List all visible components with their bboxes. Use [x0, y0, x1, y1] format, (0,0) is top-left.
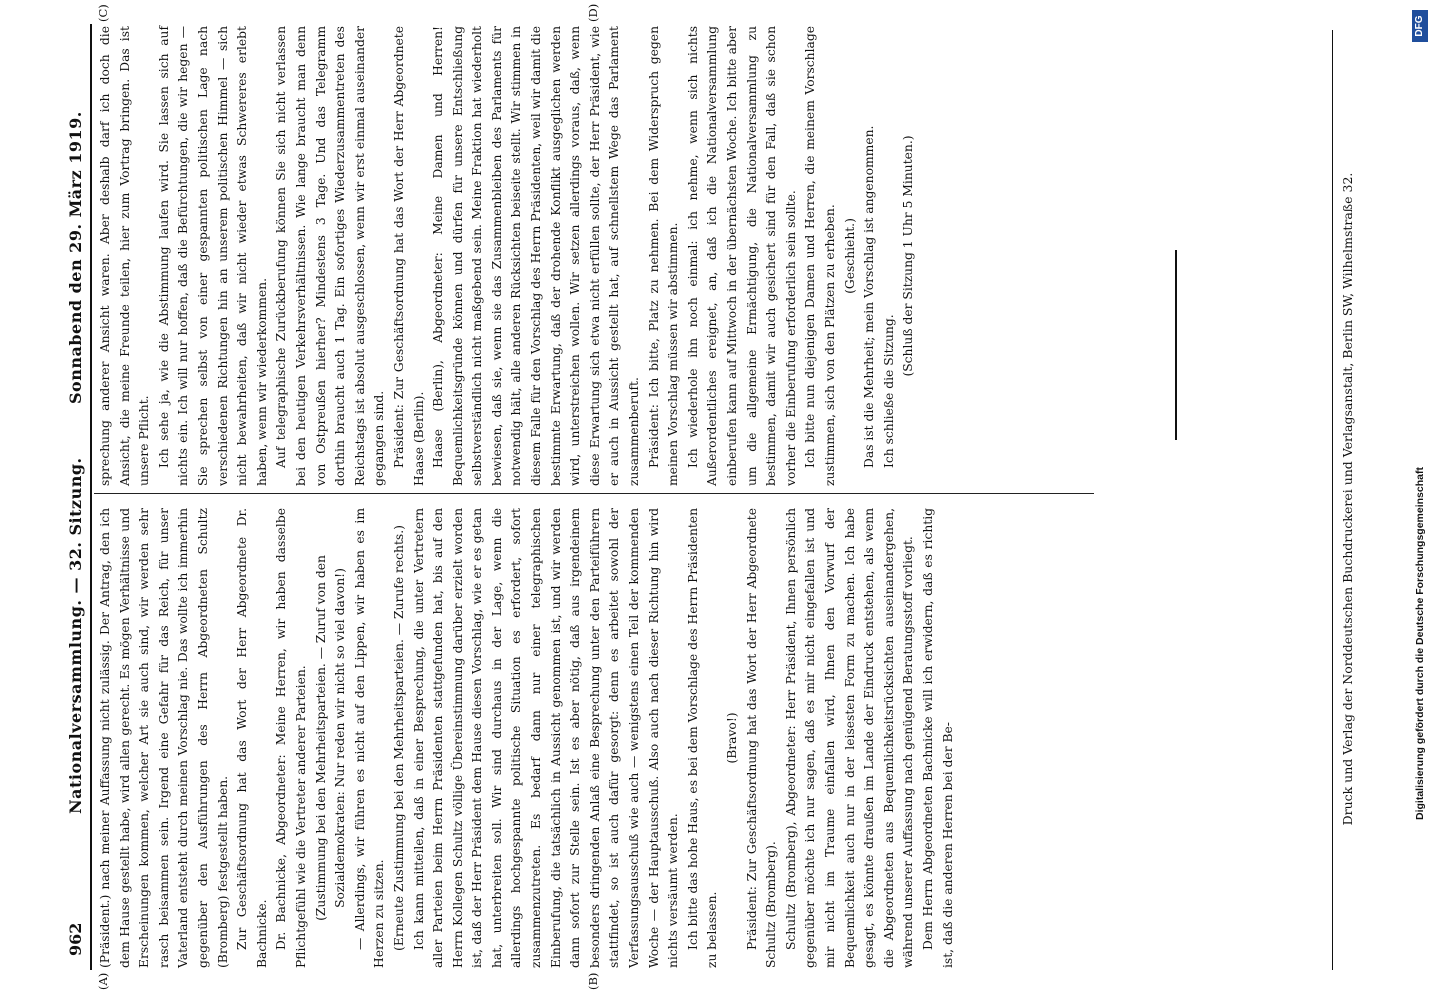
paragraph: Dr. Bachnicke, Abgeordneter: Meine Herren, wir haben dasselbe Pflichtgefühl wie die Vertreter anderer Parteien.: [274, 508, 308, 968]
page-header: [66, 29, 92, 964]
interjection: (Erneute Zustimmung bei den Mehrheitsparteien. — Zurufe rechts.): [391, 525, 406, 951]
speaker-paragraph: Schultz (Bromberg), Abgeordneter: Herr Präsident, Ihnen persönlich gegenüber möchte ich nur sagen, daß es mir nicht eingefallen ist und mir nicht im Traume einfallen wird, Ihnen den Vorwurf der Bequemlichkeit auch nur in der leisesten Form zu machen. Ich habe gesagt, es könnte draußen im Lande der Eindruck entstehen, als wenn die Abgeordneten aus Bequemlichkeitsrücksichten auseinandergehen, während unserer Auffassung nach genügend Beratungsstoff vorliegt.: [783, 508, 916, 968]
paragraph: Dem Herrn Abgeordneten Bachnicke will ich erwidern, daß es richtig ist, daß die anderen Herren bei der Be-: [920, 508, 955, 968]
header-title-right: Sonnabend den 29. März 1919.: [66, 111, 85, 404]
margin-letter-d: (D): [586, 3, 600, 22]
paragraph: Das ist die Mehrheit; mein Vorschlag ist angenommen.: [862, 125, 877, 468]
interjection: (Zustimmung bei den Mehrheitsparteien. — Zuruf von den Sozialdemokraten: Nur reden wir nicht so viel davon!): [313, 555, 348, 921]
left-column: [96, 508, 958, 968]
digitization-notice: Digitalisierung gefördert durch die Deutsche Forschungsgemeinschaft: [1414, 467, 1426, 820]
interjection: (Bravo!): [725, 712, 739, 764]
header-rule: [90, 24, 92, 970]
paragraph: sprechung anderer Ansicht waren. Aber deshalb darf ich doch die Ansicht, die meine Freunde teilen, hier zum Vortrag bringen. Das ist unsere Pflicht.: [98, 26, 152, 486]
closing-note: (Schluß der Sitzung 1 Uhr 5 Minuten.): [901, 135, 916, 377]
margin-letter-a: (A): [96, 972, 110, 990]
end-rule: [1175, 250, 1177, 440]
paragraph: Ich schließe die Sitzung.: [881, 314, 896, 468]
column-divider: [94, 493, 1094, 494]
speaker-paragraph: Präsident: Ich bitte, Platz zu nehmen. Bei dem Widerspruch gegen meinen Vorschlag müssen wir abstimmen.: [646, 26, 681, 486]
dfg-logo: DFG: [1412, 10, 1428, 42]
paragraph: Ich sehe ja, wie die Abstimmung laufen wird. Sie lassen sich auf nichts ein. Ich will nur hoffen, daß die Befürchtungen, die wir hegen — Sie sprechen selbst von einer gespannten politischen Lage nach verschiedenen Richtungen hin an unserem politischen Himmel — sich nicht bewahrheiten, daß wir nicht wieder etwas Schwereres erlebt haben, wenn wir wiederkommen.: [156, 26, 269, 486]
page-number: 962: [66, 922, 85, 956]
paragraph: Zur Geschäftsordnung hat das Wort der Herr Abgeordnete Dr. Bachnicke.: [235, 508, 269, 968]
imprint-footer: Druck und Verlag der Norddeutschen Buchdruckerei und Verlagsanstalt, Berlin SW, Wilhelmstraße 32.: [1340, 172, 1355, 826]
speaker-paragraph: Haase (Berlin), Abgeordneter: Meine Damen und Herren! Bequemlichkeitsgründe können und dürfen für unsere Entschließung selbstverständlich nicht maßgebend sein. Meine Fraktion hat wiederholt bewiesen, daß sie, wenn sie das Zusammenbleiben des Parlaments für notwendig hält, alle anderen Rücksichten beiseite stellt. Wir stimmen in diesem Falle für den Vorschlag des Herrn Präsidenten, weil wir damit die bestimmte Erwartung, daß der drohende Konflikt ausgeglichen werden wird, unterstreichen wollen. Wir setzen allerdings voraus, daß, wenn diese Erwartung sich etwa nicht erfüllen sollte, der Herr Präsident, wie er auch in Aussicht gestellt hat, auf schnellstem Wege das Parlament zusammenberuft.: [431, 26, 642, 486]
paragraph: Auf telegraphische Zurückberufung können Sie sich nicht verlassen bei den heutigen Verkehrsverhältnissen. Wie lange braucht man denn von Ostpreußen hierher? Mindestens 3 Tage. Und das Telegramm dorthin braucht auch 1 Tag. Ein sofortiges Wiederzusammentreten des Reichstags ist absolut ausgeschlossen, wenn wir erst einmal auseinander gegangen sind.: [274, 26, 387, 486]
margin-letter-c: (C): [96, 4, 110, 22]
interjection: (Geschieht.): [842, 218, 857, 294]
margin-letter-b: (B): [586, 972, 600, 990]
footer-rule: [1332, 30, 1333, 970]
paragraph: Ich wiederhole ihn noch einmal: ich nehme, wenn sich nichts Außerordentliches ereignet, an, daß ich die Nationalversammlung einberufen kann auf Mittwoch in der übernächsten Woche. Ich bitte aber um die allgemeine Ermächtigung, die Nationalversammlung zu bestimmen, damit wir auch gesichert sind für den Fall, daß sie schon vorher die Einberufung erforderlich sein sollte.: [685, 26, 798, 486]
speaker-paragraph: Präsident: Zur Geschäftsordnung hat das Wort der Herr Abgeordnete Schultz (Bromberg).: [744, 508, 779, 968]
paragraph: — Allerdings, wir führen es nicht auf den Lippen, wir haben es im Herzen zu sitzen.: [352, 508, 387, 968]
paragraph: (Präsident.) nach meiner Auffassung nicht zulässig. Der Antrag, den ich dem Hause gestellt habe, wird allen gerecht. Es mögen Verhältnisse und Erscheinungen kommen, welcher Art sie auch sind, wir werden sehr rasch beisammen sein. Irgend eine Gefahr für das Reich, für unser Vaterland entsteht durch meinen Vorschlag nie. Das wollte ich immerhin gegenüber den Ausführungen des Herrn Abgeordneten Schultz (Bromberg) festgestellt haben.: [98, 508, 230, 968]
speaker-paragraph: Präsident: Zur Geschäftsordnung hat das Wort der Herr Abgeordnete Haase (Berlin).: [391, 26, 426, 486]
paragraph: Ich bitte nun diejenigen Damen und Herren, die meinem Vorschlage zustimmen, sich von den Plätzen zu erheben.: [803, 26, 837, 486]
right-column: [96, 26, 919, 486]
paragraph: Ich bitte das hohe Haus, es bei dem Vorschlage des Herrn Präsidenten zu belassen.: [685, 508, 720, 968]
header-title-left: Nationalversammlung. — 32. Sitzung.: [66, 457, 85, 814]
paragraph: Ich kann mitteilen, daß in einer Besprechung, die unter Vertretern aller Parteien beim Herrn Präsidenten stattgefunden hat, bis auf den Herrn Kollegen Schultz völlige Übereinstimmung darüber erzielt worden ist, daß der Herr Präsident dem Hause diesen Vorschlag, wie er es getan hat, unterbreiten soll. Wir sind durchaus in der Lage, wenn die allerdings hochgespannte politische Situation es erfordert, sofort zusammenzutreten. Es bedarf dann nur einer telegraphischen Einberufung, die tatsächlich in Aussicht genommen ist, und wir werden dann sofort zur Stelle sein. Ist es aber nötig, daß aus irgendeinem besonders dringenden Anlaß eine Besprechung unter den Parteiführern stattfindet, so ist auch dafür gesorgt: denn es arbeitet sowohl der Verfassungsausschuß wie auch — wenigstens einen Teil der kommenden Woche — der Hauptausschuß. Also auch nach dieser Richtung hin wird nichts versäumt werden.: [411, 508, 681, 968]
